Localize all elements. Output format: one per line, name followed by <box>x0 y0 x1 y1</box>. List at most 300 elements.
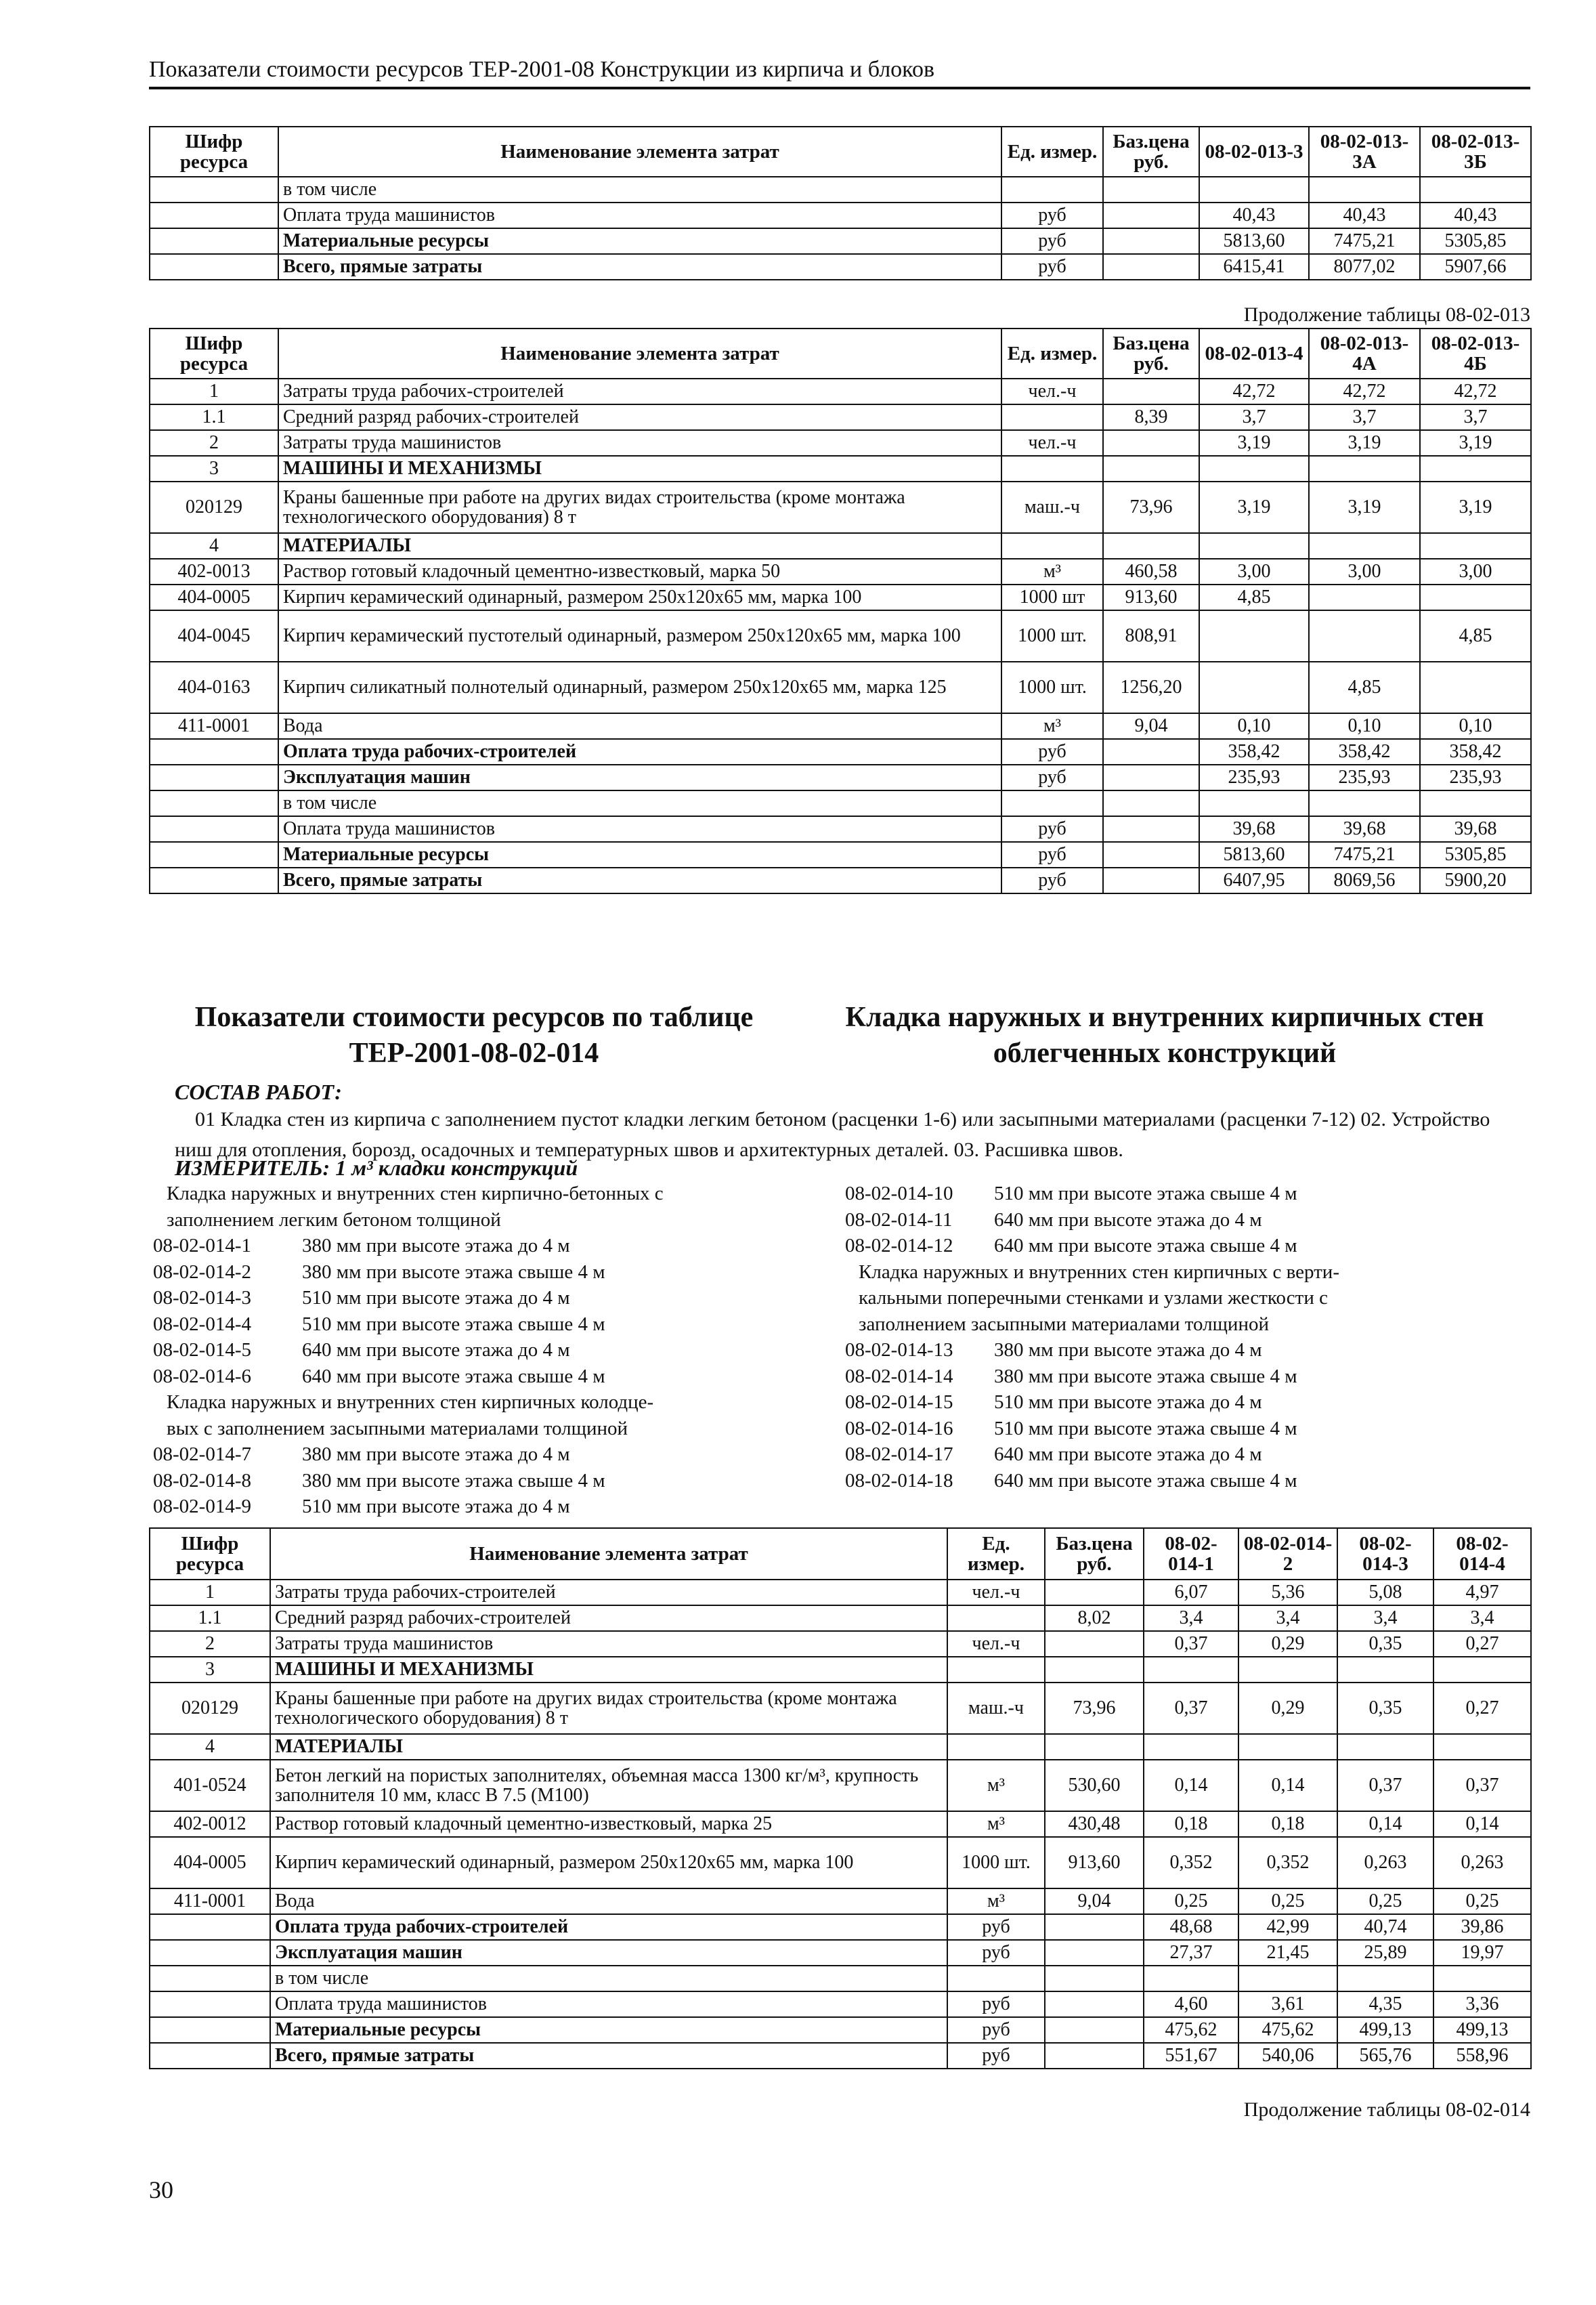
cell-value: 5305,85 <box>1420 842 1531 868</box>
cell-name: в том числе <box>278 177 1001 203</box>
cell-price <box>1103 203 1199 228</box>
cell-name: Материальные ресурсы <box>270 2017 947 2043</box>
col-header-rate-2: 08-02-013-3А <box>1309 127 1420 177</box>
cell-name: Оплата труда рабочих-строителей <box>278 739 1001 765</box>
cell-value: 48,68 <box>1144 1914 1238 1940</box>
cell-value: 3,00 <box>1420 559 1531 585</box>
cell-name: Бетон легкий на пористых заполнителях, объемная масса 1300 кг/м³, крупность заполнителя 10 мм, класс В 7.5 (М100) <box>270 1760 947 1811</box>
table-row <box>150 1966 1531 1991</box>
rate-text: 640 мм при высоте этажа до 4 м <box>994 1208 1262 1231</box>
cell-value: 3,7 <box>1420 404 1531 430</box>
table-row <box>150 713 1531 739</box>
cell-price <box>1045 1914 1144 1940</box>
table-row <box>150 559 1531 585</box>
rate-text: 640 мм при высоте этажа свыше 4 м <box>994 1469 1297 1492</box>
cell-name: Материальные ресурсы <box>278 228 1001 254</box>
cell-code <box>150 228 278 254</box>
cell-value: 42,72 <box>1199 379 1309 404</box>
cell-code: 2 <box>150 430 278 456</box>
cell-value: 3,00 <box>1199 559 1309 585</box>
cell-value <box>1199 790 1309 816</box>
cell-price <box>1103 430 1199 456</box>
cell-code: 1 <box>150 1580 270 1605</box>
cell-value <box>1199 662 1309 713</box>
rate-code: 08-02-014-17 <box>845 1443 953 1465</box>
table-row <box>150 585 1531 610</box>
cell-price: 73,96 <box>1103 482 1199 533</box>
cell-value <box>1433 1734 1531 1760</box>
cell-value: 0,14 <box>1144 1760 1238 1811</box>
cell-unit: руб <box>1001 203 1103 228</box>
work-composition-label: СОСТАВ РАБОТ: <box>175 1080 342 1104</box>
cell-value <box>1433 1657 1531 1683</box>
table-row <box>150 533 1531 559</box>
cell-value: 0,352 <box>1238 1837 1337 1888</box>
cell-value: 0,18 <box>1238 1811 1337 1837</box>
cell-value: 358,42 <box>1199 739 1309 765</box>
col-header-rate-1: 08-02-013-4 <box>1199 329 1309 379</box>
cell-code <box>150 1914 270 1940</box>
cell-unit: маш.-ч <box>1001 482 1103 533</box>
table-row <box>150 662 1531 713</box>
rate-text: Кладка наружных и внутренних стен кирпичных колодце- <box>167 1391 654 1413</box>
table-row <box>150 379 1531 404</box>
cell-unit: руб <box>947 1991 1045 2017</box>
cell-value <box>1199 533 1309 559</box>
table-row <box>150 610 1531 662</box>
table-row <box>150 1914 1531 1940</box>
rate-text: 510 мм при высоте этажа свыше 4 м <box>302 1313 605 1335</box>
cell-name: Краны башенные при работе на других видах строительства (кроме монтажа технологического оборудования) 8 т <box>278 482 1001 533</box>
cell-value <box>1309 177 1420 203</box>
cell-code: 404-0045 <box>150 610 278 662</box>
cell-value: 0,35 <box>1337 1631 1433 1657</box>
cell-value: 40,43 <box>1309 203 1420 228</box>
cell-value: 25,89 <box>1337 1940 1433 1966</box>
cell-name: Оплата труда машинистов <box>278 203 1001 228</box>
col-header-price: Баз.цена руб. <box>1103 127 1199 177</box>
resource-table-013-4 <box>149 328 1532 894</box>
col-header-rate-3: 08-02-014-3 <box>1337 1528 1433 1580</box>
cell-unit: м³ <box>947 1811 1045 1837</box>
rate-code: 08-02-014-9 <box>153 1496 251 1517</box>
cell-unit: 1000 шт. <box>1001 662 1103 713</box>
cell-code: 411-0001 <box>150 713 278 739</box>
table-row <box>150 404 1531 430</box>
cell-unit: 1000 шт. <box>1001 610 1103 662</box>
table-row <box>150 430 1531 456</box>
cell-price <box>1103 739 1199 765</box>
cell-value: 499,13 <box>1433 2017 1531 2043</box>
rate-text: кальными поперечными стенками и узлами жесткости с <box>859 1287 1328 1309</box>
col-header-rate-2: 08-02-013-4А <box>1309 329 1420 379</box>
cell-unit <box>1001 177 1103 203</box>
cell-unit: руб <box>1001 868 1103 893</box>
cell-value: 4,85 <box>1199 585 1309 610</box>
rate-code: 08-02-014-12 <box>845 1235 953 1256</box>
cell-name: МАТЕРИАЛЫ <box>270 1734 947 1760</box>
rate-text: 380 мм при высоте этажа свыше 4 м <box>302 1261 605 1283</box>
cell-value: 358,42 <box>1420 739 1531 765</box>
cell-code <box>150 2043 270 2069</box>
cell-value: 540,06 <box>1238 2043 1337 2069</box>
cell-unit <box>1001 533 1103 559</box>
cell-name: Всего, прямые затраты <box>270 2043 947 2069</box>
rate-text: 510 мм при высоте этажа до 4 м <box>302 1496 570 1517</box>
cell-value: 235,93 <box>1420 765 1531 790</box>
cell-unit: маш.-ч <box>947 1683 1045 1734</box>
cell-price: 73,96 <box>1045 1683 1144 1734</box>
cell-name: Оплата труда машинистов <box>278 816 1001 842</box>
cell-price <box>1045 1657 1144 1683</box>
cell-name: Оплата труда рабочих-строителей <box>270 1914 947 1940</box>
rate-text: заполнением легким бетоном толщиной <box>167 1208 501 1231</box>
cell-value <box>1309 456 1420 482</box>
table-row <box>150 482 1531 533</box>
cell-price <box>1103 177 1199 203</box>
cell-value: 0,352 <box>1144 1837 1238 1888</box>
cell-name: Затраты труда рабочих-строителей <box>278 379 1001 404</box>
cell-unit: руб <box>947 1914 1045 1940</box>
table-row <box>150 254 1531 280</box>
rate-line <box>153 1207 830 1233</box>
col-header-rate-2: 08-02-014-2 <box>1238 1528 1337 1580</box>
cell-price: 808,91 <box>1103 610 1199 662</box>
table-row <box>150 228 1531 254</box>
rate-line <box>845 1441 1522 1468</box>
cell-value: 0,27 <box>1433 1631 1531 1657</box>
cell-name: Кирпич керамический одинарный, размером 250х120х65 мм, марка 100 <box>270 1837 947 1888</box>
cell-value: 551,67 <box>1144 2043 1238 2069</box>
cell-unit <box>947 1657 1045 1683</box>
rate-text: 380 мм при высоте этажа до 4 м <box>994 1339 1262 1361</box>
table-row <box>150 1605 1531 1631</box>
cell-value: 3,7 <box>1309 404 1420 430</box>
table-row <box>150 177 1531 203</box>
cell-value: 3,19 <box>1199 482 1309 533</box>
cell-value <box>1144 1734 1238 1760</box>
cell-value: 8077,02 <box>1309 254 1420 280</box>
cell-value <box>1309 790 1420 816</box>
rate-line <box>153 1337 830 1363</box>
table-row <box>150 1888 1531 1914</box>
rate-line <box>153 1363 830 1390</box>
cell-unit: м³ <box>947 1760 1045 1811</box>
cell-value: 8069,56 <box>1309 868 1420 893</box>
rate-line <box>845 1311 1522 1338</box>
cell-value <box>1420 662 1531 713</box>
cell-code <box>150 1991 270 2017</box>
cell-code: 020129 <box>150 1683 270 1734</box>
cell-value: 5,36 <box>1238 1580 1337 1605</box>
work-composition-text: 01 Кладка стен из кирпича с заполнением пустот кладки легким бетоном (расценки 1-6) или засыпными материалами (расценки 7-12) 02. Устройство ниш для отопления, борозд, осадочных и температурных швов и архитектурных деталей. 03. Расшивка швов. <box>175 1108 1490 1161</box>
col-header-name: Наименование элемента затрат <box>278 329 1001 379</box>
cell-value: 3,4 <box>1433 1605 1531 1631</box>
cell-price <box>1045 1940 1144 1966</box>
cell-unit: руб <box>1001 254 1103 280</box>
cell-unit: руб <box>1001 842 1103 868</box>
cell-value: 3,19 <box>1309 430 1420 456</box>
cell-value <box>1420 585 1531 610</box>
table-row <box>150 816 1531 842</box>
table-row <box>150 456 1531 482</box>
cell-unit <box>947 1966 1045 1991</box>
cell-value: 6,07 <box>1144 1580 1238 1605</box>
rate-code: 08-02-014-13 <box>845 1339 953 1361</box>
cell-value: 0,10 <box>1420 713 1531 739</box>
cell-price: 530,60 <box>1045 1760 1144 1811</box>
cell-code: 402-0013 <box>150 559 278 585</box>
table-header-row <box>150 127 1531 177</box>
cell-value: 0,263 <box>1337 1837 1433 1888</box>
cell-price <box>1045 1631 1144 1657</box>
cell-value: 0,37 <box>1144 1683 1238 1734</box>
cell-value: 3,19 <box>1420 430 1531 456</box>
rate-line <box>153 1468 830 1494</box>
rate-text: 380 мм при высоте этажа до 4 м <box>302 1235 570 1256</box>
table-row <box>150 1811 1531 1837</box>
cell-code <box>150 739 278 765</box>
rate-text: 510 мм при высоте этажа свыше 4 м <box>994 1183 1297 1204</box>
table-row <box>150 1683 1531 1734</box>
table-row <box>150 2043 1531 2069</box>
cell-value: 0,35 <box>1337 1683 1433 1734</box>
header-rule <box>149 87 1530 89</box>
rate-code: 08-02-014-1 <box>153 1235 251 1256</box>
cell-value: 40,43 <box>1199 203 1309 228</box>
cell-price <box>1045 2017 1144 2043</box>
rate-code: 08-02-014-18 <box>845 1469 953 1492</box>
cell-value: 7475,21 <box>1309 842 1420 868</box>
rate-line <box>153 1441 830 1468</box>
cell-name: Краны башенные при работе на других видах строительства (кроме монтажа технологического оборудования) 8 т <box>270 1683 947 1734</box>
cell-name: Затраты труда машинистов <box>278 430 1001 456</box>
col-header-unit: Ед. измер. <box>947 1528 1045 1580</box>
rate-line <box>845 1389 1522 1416</box>
table-row <box>150 1580 1531 1605</box>
cell-value: 4,85 <box>1309 662 1420 713</box>
cell-value: 235,93 <box>1309 765 1420 790</box>
cell-value: 40,43 <box>1420 203 1531 228</box>
cell-value: 565,76 <box>1337 2043 1433 2069</box>
cell-unit: руб <box>1001 765 1103 790</box>
cell-unit: руб <box>1001 816 1103 842</box>
cell-code: 2 <box>150 1631 270 1657</box>
cell-value: 475,62 <box>1238 2017 1337 2043</box>
rate-text: 640 мм при высоте этажа свыше 4 м <box>302 1365 605 1387</box>
rate-text: Кладка наружных и внутренних стен кирпично-бетонных с <box>167 1183 664 1204</box>
cell-name: Затраты труда рабочих-строителей <box>270 1580 947 1605</box>
cell-value: 0,14 <box>1433 1811 1531 1837</box>
col-header-price: Баз.цена руб. <box>1045 1528 1144 1580</box>
cell-value: 0,27 <box>1433 1683 1531 1734</box>
cell-unit: м³ <box>947 1888 1045 1914</box>
cell-value <box>1433 1966 1531 1991</box>
cell-value: 3,36 <box>1433 1991 1531 2017</box>
cell-value: 27,37 <box>1144 1940 1238 1966</box>
cell-value: 0,10 <box>1309 713 1420 739</box>
rate-line <box>153 1259 830 1286</box>
cell-name: МАТЕРИАЛЫ <box>278 533 1001 559</box>
rate-line <box>153 1389 830 1416</box>
cell-unit <box>1001 456 1103 482</box>
rate-line <box>153 1311 830 1338</box>
cell-code <box>150 203 278 228</box>
rate-text: 640 мм при высоте этажа до 4 м <box>994 1443 1262 1465</box>
rate-line <box>153 1494 830 1520</box>
cell-price <box>1103 816 1199 842</box>
col-header-name: Наименование элемента затрат <box>278 127 1001 177</box>
col-header-rate-1: 08-02-014-1 <box>1144 1528 1238 1580</box>
continuation-label-014: Продолжение таблицы 08-02-014 <box>1243 2098 1530 2121</box>
rate-list-right <box>845 1181 1522 1494</box>
rate-text: 640 мм при высоте этажа свыше 4 м <box>994 1235 1297 1256</box>
cell-code <box>150 1940 270 1966</box>
cell-value: 0,37 <box>1337 1760 1433 1811</box>
cell-name: в том числе <box>270 1966 947 1991</box>
col-header-code: Шифр ресурса <box>150 1528 270 1580</box>
cell-price: 913,60 <box>1103 585 1199 610</box>
cell-code: 402-0012 <box>150 1811 270 1837</box>
cell-name: Кирпич керамический одинарный, размером 250х120х65 мм, марка 100 <box>278 585 1001 610</box>
cell-unit <box>947 1734 1045 1760</box>
cell-value: 42,99 <box>1238 1914 1337 1940</box>
rate-list-left <box>153 1181 830 1520</box>
col-header-rate-3: 08-02-013-3Б <box>1420 127 1531 177</box>
cell-value: 0,25 <box>1337 1888 1433 1914</box>
cell-value: 358,42 <box>1309 739 1420 765</box>
cell-unit <box>1001 404 1103 430</box>
cell-price: 8,39 <box>1103 404 1199 430</box>
rate-code: 08-02-014-16 <box>845 1417 953 1439</box>
cell-value: 5907,66 <box>1420 254 1531 280</box>
table-row <box>150 1837 1531 1888</box>
cell-code <box>150 254 278 280</box>
cell-value <box>1337 1734 1433 1760</box>
cell-price <box>1103 228 1199 254</box>
cell-value: 39,86 <box>1433 1914 1531 1940</box>
cell-value: 0,29 <box>1238 1683 1337 1734</box>
col-header-rate-1: 08-02-013-3 <box>1199 127 1309 177</box>
cell-code: 4 <box>150 533 278 559</box>
cell-unit: руб <box>947 1940 1045 1966</box>
table-row <box>150 842 1531 868</box>
rate-line <box>845 1285 1522 1311</box>
col-header-rate-3: 08-02-013-4Б <box>1420 329 1531 379</box>
cell-price <box>1103 456 1199 482</box>
table-row <box>150 1631 1531 1657</box>
continuation-label-013: Продолжение таблицы 08-02-013 <box>1243 303 1530 326</box>
cell-unit <box>1001 790 1103 816</box>
cell-code: 404-0163 <box>150 662 278 713</box>
cell-name: Эксплуатация машин <box>278 765 1001 790</box>
cell-code <box>150 790 278 816</box>
section-title-right: Кладка наружных и внутренних кирпичных стен облегченных конструкций <box>845 1002 1484 1069</box>
table-row <box>150 2017 1531 2043</box>
cell-value: 558,96 <box>1433 2043 1531 2069</box>
cell-code: 1.1 <box>150 404 278 430</box>
cell-code: 4 <box>150 1734 270 1760</box>
cell-name: Затраты труда машинистов <box>270 1631 947 1657</box>
cell-value: 39,68 <box>1420 816 1531 842</box>
rate-code: 08-02-014-8 <box>153 1469 251 1492</box>
cell-value <box>1238 1966 1337 1991</box>
rate-code: 08-02-014-7 <box>153 1443 251 1465</box>
cell-unit: руб <box>947 2043 1045 2069</box>
cell-price <box>1103 790 1199 816</box>
rate-text: 380 мм при высоте этажа свыше 4 м <box>994 1365 1297 1387</box>
cell-value: 4,97 <box>1433 1580 1531 1605</box>
cell-value: 0,10 <box>1199 713 1309 739</box>
rate-text: 510 мм при высоте этажа до 4 м <box>302 1287 570 1309</box>
table-row <box>150 765 1531 790</box>
cell-value <box>1199 177 1309 203</box>
cell-value: 5,08 <box>1337 1580 1433 1605</box>
rate-text: вых с заполнением засыпными материалами толщиной <box>167 1417 628 1439</box>
cell-unit: чел.-ч <box>1001 379 1103 404</box>
cell-value: 3,7 <box>1199 404 1309 430</box>
cell-value: 235,93 <box>1199 765 1309 790</box>
cell-value: 3,00 <box>1309 559 1420 585</box>
rate-line <box>845 1416 1522 1442</box>
cell-value <box>1309 533 1420 559</box>
cell-value: 39,68 <box>1309 816 1420 842</box>
table-row <box>150 203 1531 228</box>
cell-value <box>1144 1966 1238 1991</box>
cell-name: Эксплуатация машин <box>270 1940 947 1966</box>
rate-line <box>153 1233 830 1259</box>
rate-code: 08-02-014-11 <box>845 1208 953 1231</box>
cell-name: Всего, прямые затраты <box>278 254 1001 280</box>
cell-value: 0,25 <box>1144 1888 1238 1914</box>
col-header-price: Баз.цена руб. <box>1103 329 1199 379</box>
cell-value: 3,19 <box>1199 430 1309 456</box>
cell-unit: руб <box>947 2017 1045 2043</box>
table-row <box>150 1657 1531 1683</box>
cell-name: Кирпич силикатный полнотелый одинарный, размером 250х120х65 мм, марка 125 <box>278 662 1001 713</box>
cell-unit <box>947 1605 1045 1631</box>
cell-unit: чел.-ч <box>947 1580 1045 1605</box>
cell-price <box>1103 533 1199 559</box>
cell-value: 0,37 <box>1144 1631 1238 1657</box>
table-header-row <box>150 329 1531 379</box>
cell-unit: 1000 шт <box>1001 585 1103 610</box>
rate-line <box>845 1337 1522 1363</box>
rate-code: 08-02-014-6 <box>153 1365 251 1387</box>
rate-text: 380 мм при высоте этажа свыше 4 м <box>302 1469 605 1492</box>
cell-value: 5305,85 <box>1420 228 1531 254</box>
cell-code: 404-0005 <box>150 585 278 610</box>
cell-code <box>150 765 278 790</box>
cell-unit: м³ <box>1001 713 1103 739</box>
rate-code: 08-02-014-4 <box>153 1313 251 1335</box>
rate-line <box>845 1468 1522 1494</box>
cell-value: 499,13 <box>1337 2017 1433 2043</box>
cell-code: 020129 <box>150 482 278 533</box>
cell-name: МАШИНЫ И МЕХАНИЗМЫ <box>278 456 1001 482</box>
cell-name: Всего, прямые затраты <box>278 868 1001 893</box>
running-header: Показатели стоимости ресурсов ТЕР-2001-08 Конструкции из кирпича и блоков <box>149 57 935 82</box>
cell-value: 40,74 <box>1337 1914 1433 1940</box>
cell-name: Средний разряд рабочих-строителей <box>270 1605 947 1631</box>
cell-unit: м³ <box>1001 559 1103 585</box>
cell-value: 0,25 <box>1238 1888 1337 1914</box>
cell-value <box>1420 533 1531 559</box>
rate-code: 08-02-014-10 <box>845 1183 953 1204</box>
col-header-unit: Ед. измер. <box>1001 329 1103 379</box>
cell-value: 0,29 <box>1238 1631 1337 1657</box>
cell-code: 404-0005 <box>150 1837 270 1888</box>
